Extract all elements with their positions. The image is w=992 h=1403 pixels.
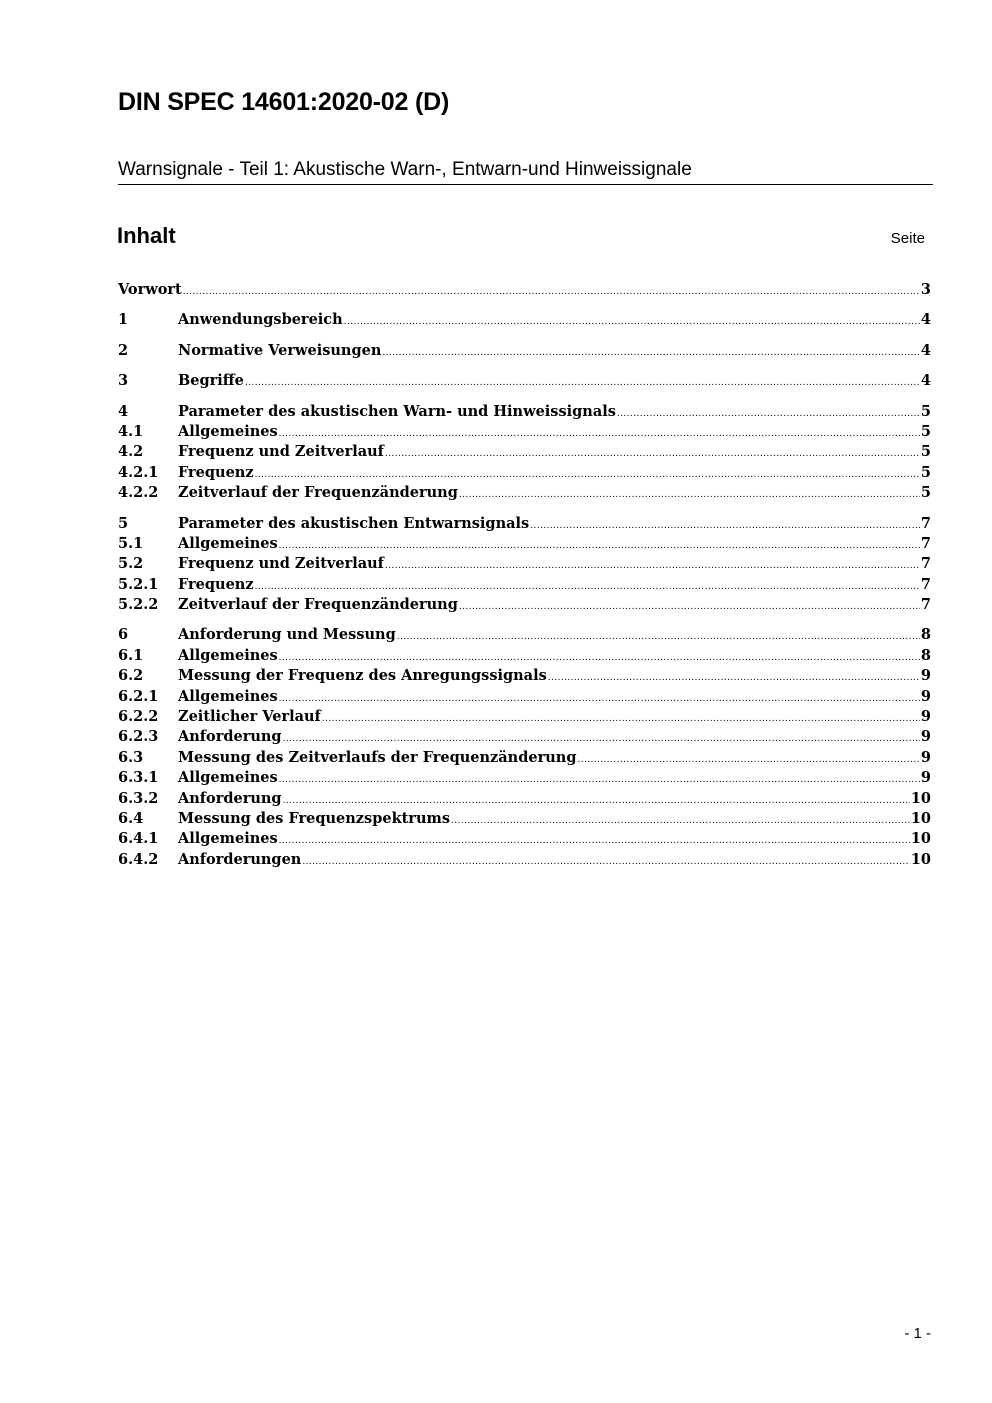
toc-entry-number: 6.4: [118, 809, 144, 827]
toc-entry-number: 6.3.1: [118, 769, 159, 787]
toc-entry-label: Messung des Frequenzspektrums: [178, 809, 450, 827]
dot-leader: [577, 750, 919, 770]
toc-entry-label: Anforderung und Messung: [178, 626, 396, 644]
toc-entry-number: 6.4.1: [118, 830, 159, 848]
dot-leader: [459, 485, 920, 505]
dot-leader: [279, 536, 920, 556]
toc-entry[interactable]: [118, 829, 931, 849]
dot-leader: [530, 516, 920, 536]
toc-entry-label: Allgemeines: [178, 646, 278, 664]
toc-entry-number: 6.1: [118, 646, 144, 664]
toc-entry[interactable]: [118, 666, 931, 686]
toc-entry-number: 5.1: [118, 534, 144, 552]
toc-entry-number: 4.1: [118, 422, 144, 440]
dot-leader: [279, 689, 920, 709]
toc-entry-number: 5.2.1: [118, 575, 159, 593]
toc-entry[interactable]: [118, 280, 931, 300]
toc-entry-page: 9: [920, 667, 931, 685]
toc-entry[interactable]: [118, 402, 931, 422]
dot-leader: [382, 343, 920, 363]
toc-entry-label: Vorwort: [118, 281, 182, 298]
toc-entry[interactable]: [118, 310, 931, 330]
toc-entry-label: Messung der Frequenz des Anregungssignals: [178, 667, 547, 685]
toc-entry-page: 9: [920, 687, 931, 705]
toc-entry-label: Frequenz und Zeitverlauf: [178, 555, 384, 573]
toc-entry-number: 6.4.2: [118, 850, 159, 868]
dot-leader: [397, 627, 920, 647]
dot-leader: [617, 404, 920, 424]
toc-entry[interactable]: [118, 646, 931, 666]
dot-leader: [451, 811, 910, 831]
toc-entry-number: 4.2.1: [118, 463, 159, 481]
document-title: DIN SPEC 14601:2020-02 (D): [118, 88, 450, 116]
toc-entry-number: 6.2.1: [118, 687, 159, 705]
toc-entry[interactable]: [118, 625, 931, 645]
toc-entry-page: 8: [920, 626, 931, 644]
toc-entry-label: Zeitlicher Verlauf: [178, 708, 321, 726]
dot-leader: [279, 770, 920, 790]
toc-entry[interactable]: [118, 371, 931, 391]
toc-entry[interactable]: [118, 554, 931, 574]
toc-entry-page: 10: [910, 789, 931, 807]
toc-entry-page: 5: [920, 443, 931, 461]
toc-entry-page: 7: [920, 555, 931, 573]
toc-entry-number: 6.2: [118, 667, 144, 685]
toc-entry-label: Allgemeines: [178, 769, 278, 787]
toc-entry-number: 3: [118, 372, 129, 390]
toc-entry-number: 4.2: [118, 443, 144, 461]
toc-entry-label: Zeitverlauf der Frequenzänderung: [178, 596, 458, 614]
toc-entry[interactable]: [118, 463, 931, 483]
toc-entry-label: Zeitverlauf der Frequenzänderung: [178, 484, 458, 502]
dot-leader: [302, 852, 909, 872]
dot-leader: [385, 556, 920, 576]
toc-entry-label: Frequenz und Zeitverlauf: [178, 443, 384, 461]
toc-entry-label: Normative Verweisungen: [178, 341, 382, 359]
dot-leader: [459, 597, 920, 617]
toc-entry-label: Allgemeines: [178, 534, 278, 552]
toc-entry-number: 1: [118, 311, 129, 329]
toc-entry-label: Frequenz: [178, 463, 254, 481]
toc-entry[interactable]: [118, 422, 931, 442]
toc-entry-page: 9: [920, 708, 931, 726]
toc-heading: Inhalt: [117, 223, 176, 248]
toc-entry-label: Parameter des akustischen Entwarnsignals: [178, 514, 530, 532]
dot-leader: [322, 709, 920, 729]
dot-leader: [344, 312, 920, 332]
toc-entry-label: Begriffe: [178, 372, 244, 390]
toc-entry-number: 5.2.2: [118, 596, 159, 614]
footer-page-number: - 1 -: [904, 1325, 931, 1342]
toc-entry-number: 5.2: [118, 555, 144, 573]
toc-entry-number: 6: [118, 626, 129, 644]
toc-entry-page: 10: [910, 850, 931, 868]
toc-entry-label: Allgemeines: [178, 422, 278, 440]
toc-entry[interactable]: [118, 534, 931, 554]
dot-leader: [255, 465, 920, 485]
dot-leader: [283, 791, 910, 811]
toc-entry-label: Anforderung: [178, 789, 282, 807]
toc-entry-number: 4: [118, 402, 129, 420]
dot-leader: [183, 282, 920, 302]
toc-entry-number: 6.2.3: [118, 728, 159, 746]
toc-entry-page: 9: [920, 748, 931, 766]
toc-entry-number: 6.3.2: [118, 789, 159, 807]
toc-entry[interactable]: [118, 575, 931, 595]
toc-entry[interactable]: [118, 687, 931, 707]
toc-entry[interactable]: [118, 341, 931, 361]
toc-entry-label: Parameter des akustischen Warn- und Hinweissignals: [178, 402, 616, 420]
page-column-label: Seite: [890, 230, 925, 247]
table-of-contents: [118, 280, 931, 870]
toc-entry[interactable]: [118, 789, 931, 809]
toc-entry-page: 8: [920, 646, 931, 664]
toc-entry-page: 9: [920, 769, 931, 787]
toc-entry[interactable]: [118, 514, 931, 534]
toc-entry-page: 5: [920, 422, 931, 440]
dot-leader: [548, 668, 920, 688]
toc-entry-page: 5: [920, 402, 931, 420]
toc-entry-label: Frequenz: [178, 575, 254, 593]
toc-entry-label: Anwendungsbereich: [178, 311, 343, 329]
toc-entry[interactable]: [118, 809, 931, 829]
toc-entry-label: Allgemeines: [178, 830, 278, 848]
toc-entry-label: Messung des Zeitverlaufs der Frequenzänderung: [178, 748, 577, 766]
toc-entry-page: 5: [920, 484, 931, 502]
toc-entry-page: 10: [910, 830, 931, 848]
dot-leader: [279, 831, 910, 851]
dot-leader: [279, 648, 920, 668]
toc-entry[interactable]: [118, 748, 931, 768]
dot-leader: [245, 373, 920, 393]
toc-entry-page: 4: [920, 311, 931, 329]
toc-entry-page: 7: [920, 575, 931, 593]
toc-entry-page: 5: [920, 463, 931, 481]
toc-entry-page: 7: [920, 514, 931, 532]
toc-entry[interactable]: [118, 768, 931, 788]
toc-entry-page: 3: [920, 281, 931, 298]
toc-entry-page: 4: [920, 372, 931, 390]
toc-entry[interactable]: [118, 483, 931, 503]
dot-leader: [283, 729, 920, 749]
toc-entry-page: 7: [920, 534, 931, 552]
dot-leader: [255, 577, 920, 597]
toc-entry[interactable]: [118, 442, 931, 462]
toc-entry-number: 6.2.2: [118, 708, 159, 726]
toc-entry-page: 10: [910, 809, 931, 827]
dot-leader: [385, 444, 920, 464]
toc-entry-label: Allgemeines: [178, 687, 278, 705]
dot-leader: [279, 424, 920, 444]
toc-entry-page: 4: [920, 341, 931, 359]
toc-entry-page: 7: [920, 596, 931, 614]
toc-entry-number: 2: [118, 341, 129, 359]
toc-entry-label: Anforderungen: [178, 850, 302, 868]
toc-entry-number: 4.2.2: [118, 484, 159, 502]
toc-entry-page: 9: [920, 728, 931, 746]
document-subtitle: Warnsignale - Teil 1: Akustische Warn-, Entwarn-und Hinweissignale: [118, 159, 933, 185]
toc-entry-number: 6.3: [118, 748, 144, 766]
toc-entry-label: Anforderung: [178, 728, 282, 746]
toc-entry[interactable]: [118, 595, 931, 615]
toc-entry[interactable]: [118, 727, 931, 747]
toc-entry-number: 5: [118, 514, 129, 532]
toc-entry[interactable]: [118, 707, 931, 727]
toc-entry[interactable]: [118, 850, 931, 870]
